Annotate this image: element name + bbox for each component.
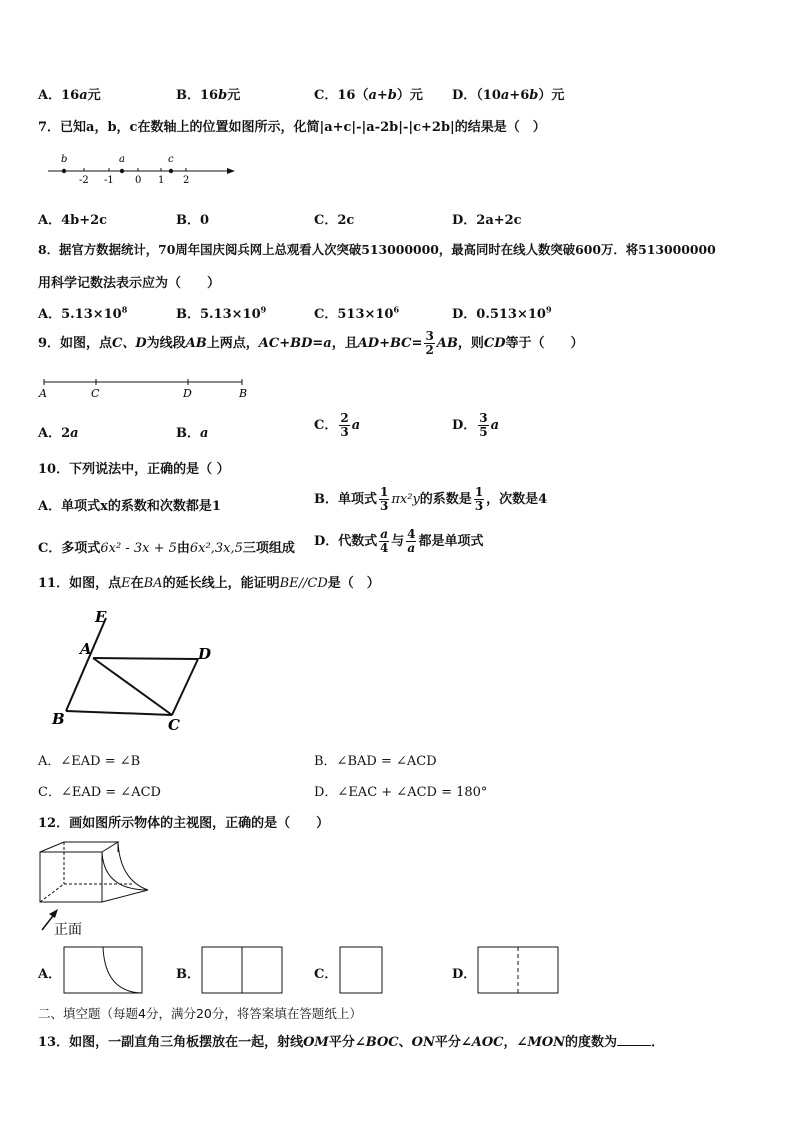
q12-option-b-figure [201, 946, 285, 996]
q12-option-c-figure [339, 946, 385, 996]
q6-option-b: B．16b元 [176, 88, 241, 103]
q12-option-a-figure [63, 946, 145, 996]
q8-option-c: C．$513\times 10^6$ [314, 304, 400, 322]
q9-question: 9．如图，点C、D为线段AB上两点，AC+BD=a，且AD+BC= $\frac{3}{2}$ AB，则CD等于（ ） [38, 329, 584, 357]
q8-option-d: D．$0.513\times 10^9$ [452, 304, 552, 322]
q11-question: 11．如图，点E在BA的延长线上，能证明BE//CD是（ ） [38, 576, 380, 591]
q7-option-a: A．4b+2c [38, 213, 108, 228]
q11-label-b: B [52, 710, 65, 728]
q6-option-a: A．16a元 [38, 88, 101, 103]
q8-option-b: B．$5.13\times 10^9$ [176, 304, 267, 322]
q9-point-d: D [183, 387, 192, 400]
q11-parallelogram-figure [48, 604, 228, 734]
q7-label-c: c [168, 154, 174, 165]
q10-option-c: C．多项式6x² - 3x + 5由6x²,3x,5三项组成 [38, 541, 295, 556]
q10-option-a: A．单项式x的系数和次数都是1 [38, 499, 221, 514]
q11-label-c: C [168, 716, 180, 734]
q9-point-c: C [91, 387, 100, 400]
q12-question: 12．画如图所示物体的主视图，正确的是（ ） [38, 816, 330, 831]
q11-label-a: A [80, 640, 92, 658]
q11-option-b: B．∠BAD = ∠ACD [314, 754, 437, 769]
q13-answer-blank[interactable] [617, 1034, 651, 1046]
q8-question-line1: 8．据官方数据统计，70周年国庆阅兵网上总观看人次突破513000000，最高同时在线人数突破600万．将513000000 [38, 242, 716, 257]
q11-option-d: D．∠EAC + ∠ACD = 180° [314, 785, 488, 800]
q7-tick-m1: -1 [104, 175, 114, 186]
q7-option-c: C．2c [314, 213, 355, 228]
q9-option-b: B．a [176, 426, 209, 441]
q7-option-d: D．2a+2c [452, 213, 522, 228]
q7-tick-1: 1 [158, 175, 165, 186]
q9-point-b: B [239, 387, 248, 400]
q11-option-a: A．∠EAD = ∠B [38, 754, 141, 769]
q12-option-c-label: C． [314, 967, 338, 982]
q12-option-b-label: B． [176, 967, 200, 982]
q12-solid-figure [36, 838, 156, 942]
q7-option-b: B．0 [176, 213, 210, 228]
q10-option-b: B．单项式 $\frac{1}{3}$ πx²y的系数是 $\frac{1}{3}$ ，次数是4 [314, 485, 548, 513]
q13-question: 13．如图，一副直角三角板摆放在一起，射线OM平分∠BOC、ON平分∠AOC，∠MON的度数为 ． [38, 1035, 665, 1050]
q7-tick-m2: -2 [79, 175, 89, 186]
q8-option-a: A．$5.13\times 10^8$ [38, 304, 128, 322]
q9-point-a: A [39, 387, 47, 400]
q9-option-a: A．2a [38, 426, 79, 441]
section-heading: 二、填空题（每题4分，满分20分，将答案填在答题纸上） [38, 1006, 362, 1021]
q12-front-label: 正面 [54, 922, 82, 938]
q6-option-d: D．（10a+6b）元 [452, 88, 565, 103]
q8-question-line2: 用科学记数法表示应为（ ） [38, 276, 221, 291]
q9-option-d: D． $\frac{3}{5}$ a [452, 411, 500, 439]
q7-label-b: b [61, 154, 68, 165]
q7-tick-2: 2 [183, 175, 190, 186]
q10-option-d: D．代数式 $\frac{a}{4}$ 与 $\frac{4}{a}$ 都是单项式 [314, 527, 484, 555]
q7-label-a: a [119, 154, 125, 165]
q11-label-e: E [95, 608, 107, 626]
q9-option-c: C． $\frac{2}{3}$ a [314, 411, 361, 439]
q11-option-c: C．∠EAD = ∠ACD [38, 785, 161, 800]
q11-label-d: D [198, 645, 212, 663]
q12-option-d-label: D． [452, 967, 477, 982]
q12-option-d-figure [477, 946, 561, 996]
q7-number-line [40, 150, 240, 186]
q10-question: 10．下列说法中，正确的是（ ） [38, 462, 230, 477]
q7-tick-0: 0 [135, 175, 142, 186]
q6-option-c: C．16（a+b）元 [314, 88, 423, 103]
q9-segment-figure [38, 374, 253, 402]
q7-question: 7．已知a，b，c在数轴上的位置如图所示，化简|a+c|-|a-2b|-|c+2b|的结果是（ ） [38, 120, 546, 135]
q12-option-a-label: A． [38, 967, 62, 982]
